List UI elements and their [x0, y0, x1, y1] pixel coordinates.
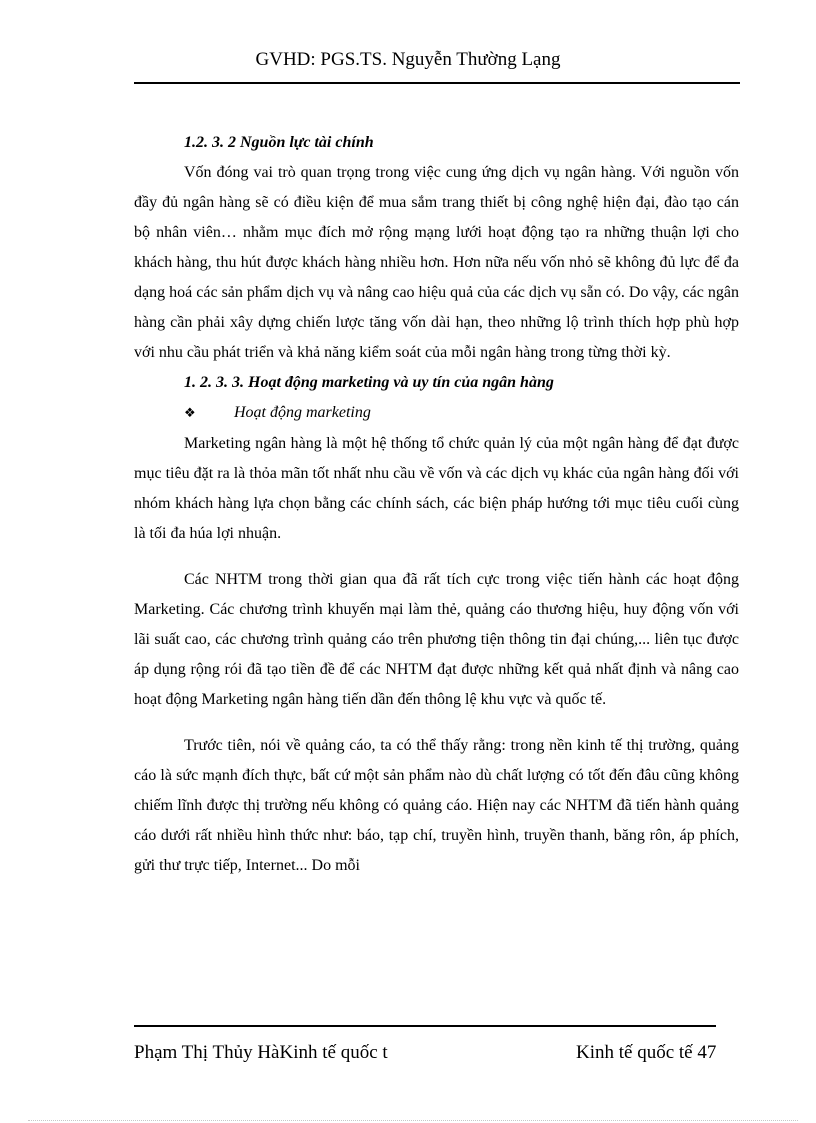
page-header: GVHD: PGS.TS. Nguyễn Thường Lạng [255, 49, 561, 70]
footer-divider [134, 1025, 716, 1027]
footer-author: Phạm Thị Thủy HàKinh tế quốc t [134, 1042, 388, 1063]
header-divider [134, 82, 740, 84]
document-body [134, 126, 739, 881]
bullet-item-marketing [134, 398, 739, 429]
paragraph-financial-resources: Vốn đóng vai trò quan trọng trong việc cung ứng dịch vụ ngân hàng. Với nguồn vốn đầy đủ ngân hàng sẽ có điều kiện để mua sắm trang thiết bị công nghệ hiện đại, đào tạo cán bộ nhân viên… nhằm mục đích mở rộng mạng lưới hoạt động tạo ra những thuận lợi cho khách hàng, thu hút được khách hàng nhiều hơn. Hơn nữa nếu vốn nhỏ sẽ không đủ lực để đa dạng hoá các sản phẩm dịch vụ và nâng cao hiệu quả của các dịch vụ sẵn có. Do vậy, các ngân hàng cần phải xây dựng chiến lược tăng vốn dài hạn, theo những lộ trình thích hợp phù hợp với nhu cầu phát triển và khả năng kiểm soát của mỗi ngân hàng trong từng thời kỳ. [134, 164, 739, 361]
section-heading-1-2-3-3: 1. 2. 3. 3. Hoạt động marketing và uy tín của ngân hàng [184, 374, 554, 391]
diamond-bullet-icon: ❖ [184, 406, 196, 421]
footer-page-label: Kinh tế quốc tế 47 [576, 1042, 717, 1063]
paragraph-marketing-definition: Marketing ngân hàng là một hệ thống tổ chức quản lý của một ngân hàng để đạt được mục tiêu đặt ra là thỏa mãn tốt nhất nhu cầu về vốn và các dịch vụ khác của ngân hàng đối với nhóm khách hàng lựa chọn bằng các chính sách, các biện pháp hướng tới mục tiêu cuối cùng là tối đa húa lợi nhuận. [134, 435, 739, 542]
page-edge-dotted-line [28, 1120, 798, 1121]
bullet-title: Hoạt động marketing [234, 404, 371, 421]
section-heading-1-2-3-2: 1.2. 3. 2 Nguồn lực tài chính [184, 134, 374, 151]
paragraph-nhtm-marketing: Các NHTM trong thời gian qua đã rất tích cực trong việc tiến hành các hoạt động Marketing. Các chương trình khuyến mại làm thẻ, quảng cáo thương hiệu, huy động vốn với lãi suất cao, các chương trình quảng cáo trên phương tiện thông tin đại chúng,... liên tục được áp dụng rộng rói đã tạo tiền đề để các NHTM đạt được những kết quả nhất định và nâng cao hoạt động Marketing ngân hàng tiến dần đến thông lệ khu vực và quốc tế. [134, 571, 739, 708]
paragraph-advertising: Trước tiên, nói về quảng cáo, ta có thể thấy rằng: trong nền kinh tế thị trường, quảng cáo là sức mạnh đích thực, bất cứ một sản phẩm nào dù chất lượng có tốt đến đâu cũng không chiếm lĩnh được thị trường nếu không có quảng cáo. Hiện nay các NHTM đã tiến hành quảng cáo dưới rất nhiều hình thức như: báo, tạp chí, truyền hình, truyền thanh, băng rôn, áp phích, gửi thư trực tiếp, Internet... Do mỗi [134, 737, 739, 874]
